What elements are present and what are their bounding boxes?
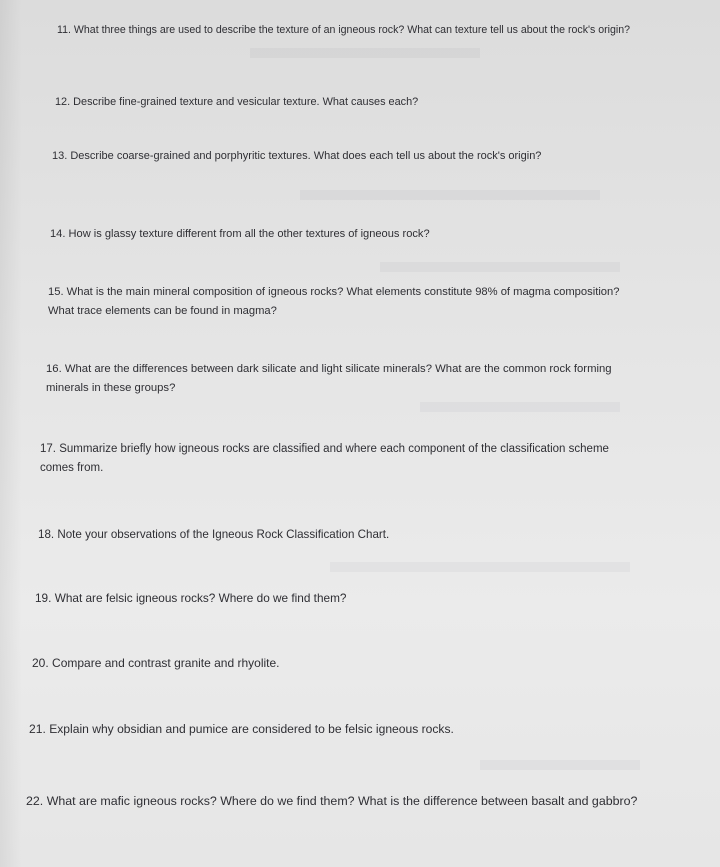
question-18: 18. Note your observations of the Igneous Rock Classification Chart. bbox=[38, 528, 390, 541]
question-19: 19. What are felsic igneous rocks? Where do we find them? bbox=[35, 591, 347, 605]
question-12: 12. Describe fine-grained texture and vesicular texture. What causes each? bbox=[55, 96, 419, 108]
question-13: 13. Describe coarse-grained and porphyritic textures. What does each tell us about the rock's origin? bbox=[52, 150, 542, 162]
show-through-mark bbox=[420, 402, 620, 412]
question-22: 22. What are mafic igneous rocks? Where do we find them? What is the difference between basalt and gabbro? bbox=[26, 794, 638, 808]
show-through-mark bbox=[380, 262, 620, 272]
show-through-mark bbox=[250, 48, 480, 58]
show-through-mark bbox=[300, 190, 600, 200]
question-11: 11. What three things are used to describe the texture of an igneous rock? What can texture tell us about the rock's origin? bbox=[57, 24, 631, 36]
question-16: 16. What are the differences between dark silicate and light silicate minerals? What are the common rock forming minerals in these groups? bbox=[46, 363, 612, 394]
question-20: 20. Compare and contrast granite and rhyolite. bbox=[32, 656, 280, 670]
show-through-mark bbox=[480, 760, 640, 770]
show-through-mark bbox=[330, 562, 630, 572]
question-21: 21. Explain why obsidian and pumice are considered to be felsic igneous rocks. bbox=[29, 722, 454, 736]
page-shadow bbox=[0, 0, 22, 867]
question-15: 15. What is the main mineral composition of igneous rocks? What elements constitute 98% of magma composition? What trace elements can be found in magma? bbox=[48, 286, 620, 317]
question-14: 14. How is glassy texture different from all the other textures of igneous rock? bbox=[50, 228, 430, 240]
question-17: 17. Summarize briefly how igneous rocks are classified and where each component of the classification scheme comes from. bbox=[40, 443, 609, 474]
